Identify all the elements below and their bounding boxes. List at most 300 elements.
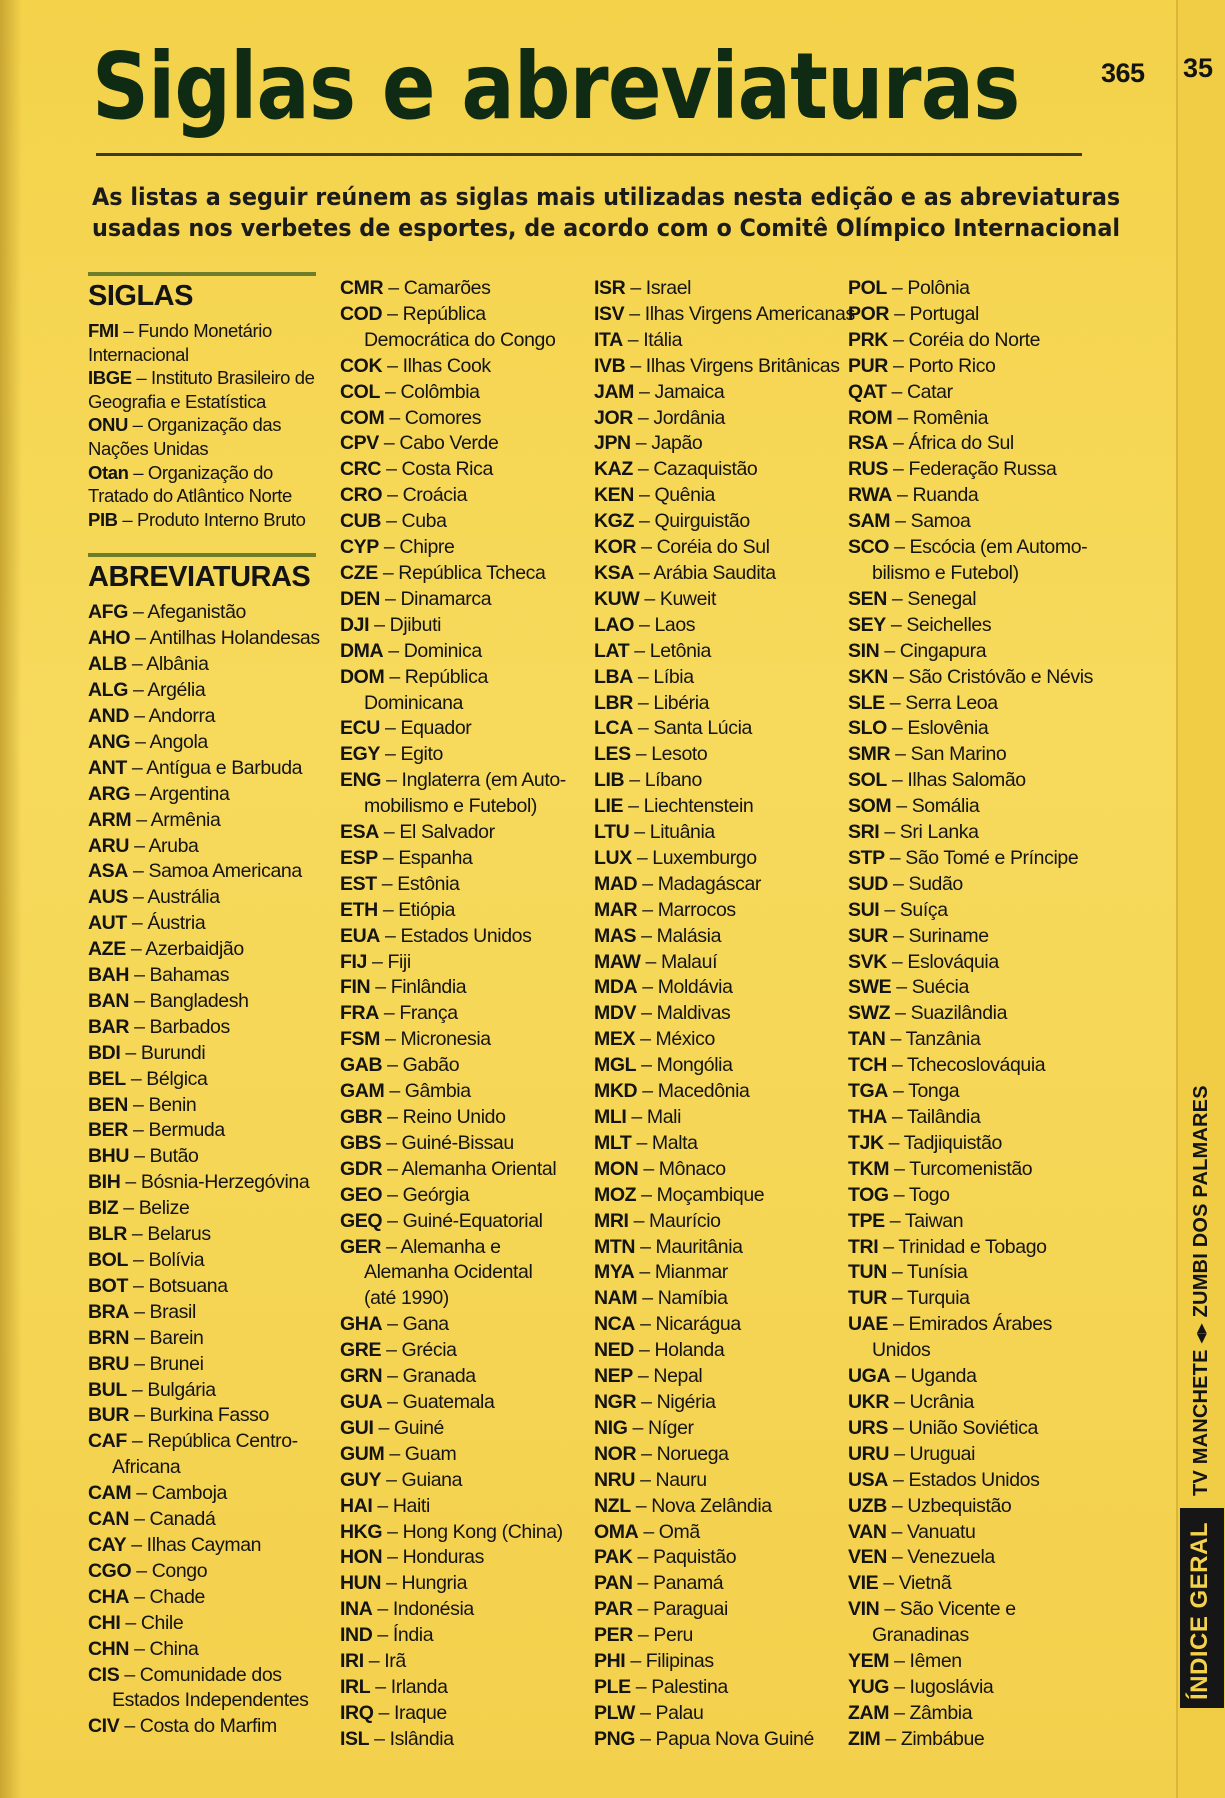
list-item: GRN – Granada (340, 1365, 476, 1388)
list-item: PER – Peru (594, 1624, 693, 1647)
abbreviation-meaning: Coréia do Sul (656, 536, 770, 559)
abbreviation-meaning: Quirguistão (654, 510, 750, 533)
abbreviation-meaning: Tailândia (907, 1106, 981, 1128)
abbreviation-meaning: Letônia (649, 639, 711, 662)
abbreviation-code: IBGE (88, 367, 132, 389)
abbreviation-meaning: Argentina (149, 782, 230, 805)
list-item: MLT – Malta (594, 1131, 698, 1154)
abbreviation-meaning: Hungria (401, 1572, 468, 1595)
abbreviation-code: ECU (340, 717, 380, 740)
list-item: MLI – Mali (594, 1106, 682, 1128)
list-item: RWA – Ruanda (848, 484, 979, 507)
list-item: CPV – Cabo Verde (340, 432, 499, 455)
abbreviation-meaning: Ilhas Cayman (146, 1533, 262, 1556)
list-item: TKM – Turcomenistão (848, 1157, 1033, 1180)
index-tab-label: ÍNDICE GERAL (1186, 1521, 1213, 1700)
abbreviation-code: BUL (88, 1378, 127, 1401)
abbreviation-meaning: República Centro- (147, 1430, 298, 1453)
list-item: CRC – Costa Rica (340, 458, 493, 481)
list-item: BIZ – Belize (88, 1197, 190, 1220)
list-item: JAM – Jamaica (594, 380, 725, 403)
abbreviation-code: JOR (594, 406, 633, 429)
list-item: Otan – Organização do Tratado do Atlântico Norte (88, 461, 292, 507)
page-left-edge (0, 0, 22, 1798)
abbreviation-meaning: Mônaco (658, 1157, 726, 1180)
list-item: ARU – Aruba (88, 834, 199, 857)
list-item: CHN – China (88, 1637, 199, 1660)
abbreviation-meaning: Japão (651, 432, 703, 455)
abbreviation-code: SMR (848, 743, 891, 766)
abbreviation-meaning: Mali (646, 1106, 682, 1128)
abbreviation-code: CHA (88, 1585, 130, 1608)
list-item: LUX – Luxemburgo (594, 846, 757, 869)
abbreviation-code: KSA (594, 561, 634, 584)
abbreviation-meaning: Quênia (654, 484, 715, 507)
abbreviation-code: VAN (848, 1520, 887, 1543)
list-item: FSM – Micronesia (340, 1028, 491, 1051)
abbreviation-code: IVB (594, 354, 626, 377)
abbreviation-meaning: Suriname (908, 924, 989, 947)
abbreviation-meaning: Organização das Nações Unidas (88, 414, 282, 459)
abbreviation-meaning: Papua Nova Guiné (655, 1727, 814, 1750)
list-item: ESA – El Salvador (340, 821, 495, 844)
list-item: BOL – Bolívia (88, 1249, 205, 1271)
list-item: MON – Mônaco (594, 1157, 726, 1180)
abbreviation-code: LUX (594, 846, 632, 869)
abbreviation-code: SEY (848, 613, 886, 636)
list-item: MOZ – Moçambique (594, 1183, 765, 1206)
abbreviation-meaning: Catar (907, 380, 953, 403)
list-item: IRQ – Iraque (340, 1701, 447, 1724)
abbreviation-code: BUR (88, 1404, 130, 1427)
abbreviation-code: NIG (594, 1416, 628, 1439)
abbreviation-code: QAT (848, 380, 887, 403)
list-item: MDV – Maldivas (594, 1002, 731, 1025)
abbreviation-code: TOG (848, 1183, 889, 1206)
abbreviation-code: EUA (340, 924, 380, 947)
abbreviation-meaning: Cazaquistão (653, 458, 758, 481)
abbreviation-code: AUT (88, 912, 127, 935)
abbreviation-meaning: Chile (140, 1611, 184, 1634)
abbreviation-meaning: Líbano (644, 769, 702, 792)
list-item: PNG – Papua Nova Guiné (594, 1727, 814, 1750)
abbreviation-code: KUW (594, 587, 640, 610)
abbreviation-code: CHN (88, 1637, 130, 1660)
abbreviation-code: COL (340, 380, 380, 403)
abbreviation-meaning: Bélgica (146, 1067, 208, 1090)
abbreviation-meaning: Paraguai (653, 1598, 728, 1621)
list-item: GAB – Gabão (340, 1054, 460, 1077)
list-item: SAM – Samoa (848, 510, 971, 533)
list-item: YUG – Iugoslávia (848, 1675, 994, 1698)
abbreviation-code: MON (594, 1157, 639, 1180)
abbreviation-code: UAE (848, 1313, 888, 1336)
abbreviation-meaning: Malta (651, 1131, 698, 1154)
abbreviation-code: MGL (594, 1054, 637, 1077)
list-item: SEN – Senegal (848, 587, 977, 610)
abbreviation-meaning: Nicarágua (655, 1313, 741, 1336)
abbreviation-meaning: Camboja (151, 1482, 227, 1505)
list-item: HON – Honduras (340, 1546, 484, 1569)
abbreviation-code: LIE (594, 795, 624, 818)
abbreviation-code: CRC (340, 458, 382, 481)
list-item: TRI – Trinidad e Tobago (848, 1235, 1047, 1258)
abbreviation-meaning: Reino Unido (402, 1106, 506, 1128)
abbreviation-code: KEN (594, 484, 634, 507)
abbreviation-meaning-continued: Dominicana (364, 691, 463, 714)
abbreviation-meaning: Djibuti (389, 613, 442, 636)
abbreviation-meaning: Espanha (398, 846, 473, 869)
abbreviation-code: RSA (848, 432, 888, 455)
list-item: AFG – Afeganistão (88, 601, 246, 624)
list-item: CAN – Canadá (88, 1508, 216, 1531)
abbreviation-code: LIB (594, 769, 625, 792)
abbreviation-meaning: Tanzânia (905, 1028, 981, 1051)
list-item: CAM – Camboja (88, 1482, 227, 1505)
abbreviation-meaning: Mongólia (656, 1054, 733, 1077)
abbreviation-meaning: Guiné (393, 1416, 444, 1439)
abbreviation-code: ASA (88, 860, 128, 883)
list-item: UKR – Ucrânia (848, 1390, 974, 1413)
abbreviation-code: COK (340, 354, 383, 377)
abbreviation-meaning: Jamaica (654, 380, 725, 403)
abbreviation-code: TAN (848, 1028, 886, 1051)
abbreviation-meaning: Alemanha e (400, 1235, 501, 1258)
list-item: TUN – Tunísia (848, 1261, 968, 1284)
list-item: LIB – Líbano (594, 769, 702, 792)
abbreviation-code: BRA (88, 1300, 130, 1323)
list-item: MGL – Mongólia (594, 1054, 733, 1077)
abbreviation-meaning: Afeganistão (147, 601, 246, 624)
abbreviation-code: ETH (340, 898, 378, 921)
abbreviation-meaning: Guiné-Equatorial (402, 1209, 543, 1232)
abbreviation-code: MAR (594, 898, 638, 921)
abbreviation-meaning: Escócia (em Automo- (909, 536, 1088, 559)
abbreviation-code: CIV (88, 1715, 120, 1738)
abbreviation-code: LAT (594, 639, 630, 662)
abbreviation-code: SIN (848, 639, 880, 662)
abbreviation-meaning: Granada (402, 1365, 476, 1388)
abbreviation-meaning: El Salvador (399, 821, 495, 844)
abbreviation-code: CAM (88, 1482, 132, 1505)
abbreviation-meaning: República (404, 665, 488, 688)
list-item: ITA – Itália (594, 328, 683, 351)
abbreviation-meaning-continued: (até 1990) (364, 1287, 449, 1310)
abbreviation-code: ALB (88, 653, 127, 676)
abbreviation-code: SEN (848, 587, 887, 610)
abbreviation-code: MYA (594, 1261, 635, 1284)
list-item: GAM – Gâmbia (340, 1080, 471, 1103)
list-item: BRA – Brasil (88, 1300, 196, 1323)
abbreviation-meaning: Botsuana (148, 1274, 228, 1297)
list-item: FIJ – Fiji (340, 950, 411, 973)
list-item: GUM – Guam (340, 1442, 457, 1465)
abbreviation-meaning: Fundo Monetário Internacional (88, 320, 272, 365)
column-1 (88, 272, 318, 1740)
abbreviation-code: AZE (88, 938, 126, 961)
intro-line-2: usadas nos verbetes de esportes, de acordo com o Comitê Olímpico Internacional (92, 214, 1121, 242)
abbreviation-meaning: Samoa Americana (148, 860, 302, 883)
abbreviation-code: HON (340, 1546, 383, 1569)
abbreviation-code: SRI (848, 821, 880, 844)
list-item: TPE – Taiwan (848, 1209, 964, 1232)
abbreviation-meaning: Butão (149, 1145, 199, 1168)
list-item: INA – Indonésia (340, 1598, 474, 1621)
abbreviation-code: CPV (340, 432, 379, 455)
abbreviation-code: UKR (848, 1390, 890, 1413)
abbreviation-code: ARU (88, 834, 130, 857)
list-item: LIE – Liechtenstein (594, 795, 754, 818)
abbreviation-code: IRI (340, 1650, 364, 1673)
abbreviation-code: EST (340, 872, 377, 895)
abbreviation-code: GBS (340, 1131, 382, 1154)
abbreviation-meaning: Peru (653, 1624, 693, 1647)
list-item: COL – Colômbia (340, 380, 480, 403)
list-item: BLR – Belarus (88, 1223, 211, 1246)
abbreviation-meaning: Eslováquia (907, 950, 999, 973)
abbreviation-meaning: Argélia (147, 679, 206, 702)
abbreviation-code: TUR (848, 1287, 887, 1310)
abbreviation-meaning: Zâmbia (909, 1701, 973, 1724)
column-2 (340, 276, 570, 1753)
abreviaturas-heading: ABREVIATURAS (88, 561, 311, 594)
page-number: 365 (1101, 58, 1145, 88)
abbreviation-meaning: Arábia Saudita (653, 561, 776, 584)
list-item: POL – Polônia (848, 277, 970, 299)
abbreviation-meaning: Palau (655, 1701, 704, 1724)
abbreviation-meaning: Kuweit (659, 587, 716, 610)
abbreviation-code: IND (340, 1624, 373, 1647)
abbreviation-code: TPE (848, 1209, 885, 1232)
list-item: GUA – Guatemala (340, 1390, 495, 1413)
abbreviation-code: BRU (88, 1352, 130, 1375)
list-item: NIG – Níger (594, 1416, 694, 1439)
abbreviation-meaning: Zimbábue (900, 1727, 985, 1750)
page-title: Siglas e abreviaturas (92, 33, 1020, 140)
abreviaturas-rule (88, 553, 316, 557)
abbreviation-code: LCA (594, 717, 633, 740)
abbreviation-meaning: Gâmbia (404, 1080, 471, 1103)
abbreviation-meaning: Tadjiquistão (903, 1131, 1002, 1154)
abbreviation-code: ZAM (848, 1701, 890, 1724)
list-item: MKD – Macedônia (594, 1080, 750, 1103)
list-item: JPN – Japão (594, 432, 703, 455)
list-item: ISR – Israel (594, 277, 692, 299)
list-item: UZB – Uzbequistão (848, 1494, 1012, 1517)
abbreviation-code: BOT (88, 1274, 128, 1297)
abbreviation-code: CUB (340, 510, 382, 533)
list-item: GUY – Guiana (340, 1468, 463, 1491)
list-item: RUS – Federação Russa (848, 458, 1057, 481)
abbreviation-code: BAH (88, 964, 130, 987)
abbreviation-list-col3 (594, 276, 855, 1753)
abbreviation-meaning: Marrocos (657, 898, 736, 921)
abbreviation-meaning: Estados Unidos (400, 924, 532, 947)
abbreviation-code: OMA (594, 1520, 639, 1543)
list-item: ARM – Armênia (88, 808, 221, 831)
list-item: CIV – Costa do Marfim (88, 1715, 277, 1738)
abbreviation-meaning: Brasil (149, 1300, 196, 1323)
list-item: BRN – Barein (88, 1326, 204, 1349)
abbreviation-meaning: Vietnã (898, 1572, 952, 1595)
abbreviation-code: BEL (88, 1067, 126, 1090)
list-item: ARG – Argentina (88, 782, 230, 805)
abbreviation-meaning: Lesoto (651, 743, 708, 766)
abbreviation-code: NZL (594, 1494, 631, 1517)
abbreviation-meaning: Costa do Marfim (139, 1715, 277, 1738)
abbreviation-meaning: Índia (392, 1624, 434, 1647)
abbreviation-meaning: Madagáscar (657, 872, 762, 895)
abbreviation-code: URS (848, 1416, 888, 1439)
list-item: PUR – Porto Rico (848, 354, 996, 377)
list-item: KAZ – Cazaquistão (594, 458, 758, 481)
abbreviation-code: BLR (88, 1223, 127, 1246)
abbreviation-meaning: Liechtenstein (643, 795, 754, 818)
abbreviation-code: PER (594, 1624, 633, 1647)
abbreviation-meaning: Armênia (150, 808, 221, 831)
abbreviation-meaning: Suazilândia (910, 1002, 1008, 1025)
list-item: LTU – Lituânia (594, 821, 715, 844)
abbreviation-meaning: Benin (148, 1093, 197, 1116)
list-item: GEO – Geórgia (340, 1183, 470, 1206)
list-item: NAM – Namíbia (594, 1287, 728, 1310)
list-item: SUR – Suriname (848, 924, 989, 947)
abbreviation-meaning: União Soviética (908, 1416, 1038, 1439)
abbreviation-code: POL (848, 277, 887, 299)
abbreviation-meaning: Comunidade dos (139, 1663, 282, 1686)
abbreviation-code: CAF (88, 1430, 127, 1453)
list-item: VEN – Venezuela (848, 1546, 995, 1569)
abbreviation-code: TCH (848, 1054, 887, 1077)
list-item: ROM – Romênia (848, 406, 989, 429)
abbreviation-code: GRN (340, 1365, 383, 1388)
abbreviation-code: FIJ (340, 950, 367, 973)
list-item: ETH – Etiópia (340, 898, 456, 921)
abbreviation-code: PAK (594, 1546, 633, 1569)
abbreviation-code: AFG (88, 601, 128, 624)
abbreviation-code: BAR (88, 1015, 130, 1038)
abbreviation-meaning: Líbia (653, 665, 694, 688)
abbreviation-code: NEP (594, 1365, 633, 1388)
abbreviation-meaning: Guiana (401, 1468, 463, 1491)
column-4 (848, 276, 1098, 1753)
list-item: HKG – Hong Kong (China) (340, 1520, 563, 1543)
abbreviation-meaning: Sudão (908, 872, 963, 895)
abbreviation-code: BHU (88, 1145, 130, 1168)
abbreviation-code: PAR (594, 1598, 633, 1621)
abbreviation-meaning: Bolívia (148, 1249, 205, 1271)
abbreviation-meaning: Iugoslávia (909, 1675, 994, 1698)
abbreviation-code: BOL (88, 1249, 128, 1271)
list-item: GER – Alemanha e Alemanha Ocidental (até 1990) (340, 1235, 570, 1313)
abbreviation-meaning: Barein (149, 1326, 204, 1349)
list-item: BEN – Benin (88, 1093, 197, 1116)
abbreviation-meaning: Guatemala (402, 1390, 495, 1413)
list-item: SOL – Ilhas Salomão (848, 769, 1026, 792)
siglas-list (88, 319, 318, 531)
abbreviation-code: LES (594, 743, 631, 766)
column-3 (594, 276, 855, 1753)
abbreviation-meaning: Nauru (655, 1468, 707, 1491)
list-item: PIB – Produto Interno Bruto (88, 508, 306, 530)
list-item: MYA – Mianmar (594, 1261, 728, 1284)
list-item: MDA – Moldávia (594, 976, 733, 999)
abbreviation-meaning: Azerbaidjão (145, 938, 244, 961)
list-item: KGZ – Quirguistão (594, 510, 750, 533)
abbreviation-meaning: Paquistão (653, 1546, 737, 1569)
abbreviation-code: RWA (848, 484, 892, 507)
abbreviation-meaning: Canadá (149, 1508, 216, 1531)
list-item: PHI – Filipinas (594, 1650, 714, 1673)
abbreviation-code: JAM (594, 380, 634, 403)
abbreviation-code: Otan (88, 461, 129, 483)
abbreviation-code: EGY (340, 743, 380, 766)
abbreviation-meaning: República Tcheca (398, 561, 546, 584)
abbreviation-code: SOL (848, 769, 887, 792)
list-item: EGY – Egito (340, 743, 443, 766)
abbreviation-code: SWZ (848, 1002, 891, 1025)
abbreviation-meaning: Emirados Árabes (908, 1313, 1053, 1336)
list-item: CMR – Camarões (340, 277, 491, 299)
abbreviation-code: CGO (88, 1559, 132, 1582)
abbreviation-code: USA (848, 1468, 888, 1491)
abbreviation-meaning: Colômbia (400, 380, 480, 403)
abbreviation-code: INA (340, 1598, 373, 1621)
list-item: CHA – Chade (88, 1585, 205, 1608)
abbreviation-meaning: Moçambique (656, 1183, 765, 1206)
abbreviation-code: CMR (340, 277, 384, 299)
abbreviation-meaning: Sri Lanka (899, 821, 979, 844)
abbreviation-code: ESP (340, 846, 378, 869)
abbreviation-meaning: Panamá (653, 1572, 724, 1595)
abbreviation-meaning: Itália (643, 328, 683, 351)
list-item: LAO – Laos (594, 613, 696, 636)
list-item: GUI – Guiné (340, 1416, 444, 1439)
abbreviation-meaning: Vanuatu (907, 1520, 976, 1543)
abbreviation-code: LAO (594, 613, 634, 636)
abbreviation-code: BER (88, 1119, 128, 1142)
list-item: POR – Portugal (848, 302, 979, 325)
abbreviation-meaning: Uzbequistão (907, 1494, 1012, 1517)
list-item: AHO – Antilhas Holandesas (88, 627, 320, 650)
abbreviation-meaning: Somália (911, 795, 980, 818)
abbreviation-meaning: Burundi (140, 1041, 206, 1064)
abbreviation-meaning: Bermuda (148, 1119, 225, 1142)
abbreviation-meaning: Islândia (389, 1727, 454, 1750)
abbreviation-list-col1 (88, 600, 318, 1740)
abbreviation-meaning: México (655, 1028, 715, 1051)
abbreviation-code: YEM (848, 1650, 890, 1673)
abbreviation-meaning: Lituânia (649, 821, 715, 844)
abbreviation-code: JPN (594, 432, 631, 455)
list-item: QAT – Catar (848, 380, 953, 403)
abbreviation-code: MAD (594, 872, 638, 895)
list-item: MAW – Malauí (594, 950, 718, 973)
list-item: NOR – Noruega (594, 1442, 729, 1465)
abbreviation-meaning: Albânia (146, 653, 209, 676)
list-item: NRU – Nauru (594, 1468, 707, 1491)
abbreviation-code: MDA (594, 976, 638, 999)
abbreviation-code: CYP (340, 536, 379, 559)
list-item: RSA – África do Sul (848, 432, 1014, 455)
abbreviation-meaning: Camarões (403, 277, 491, 299)
abbreviation-code: SUR (848, 924, 888, 947)
abbreviation-code: ISR (594, 277, 626, 299)
abbreviation-meaning: Nova Zelândia (651, 1494, 772, 1517)
abbreviation-code: LBR (594, 691, 633, 714)
abbreviation-code: CAY (88, 1533, 127, 1556)
list-item: ALG – Argélia (88, 679, 206, 702)
